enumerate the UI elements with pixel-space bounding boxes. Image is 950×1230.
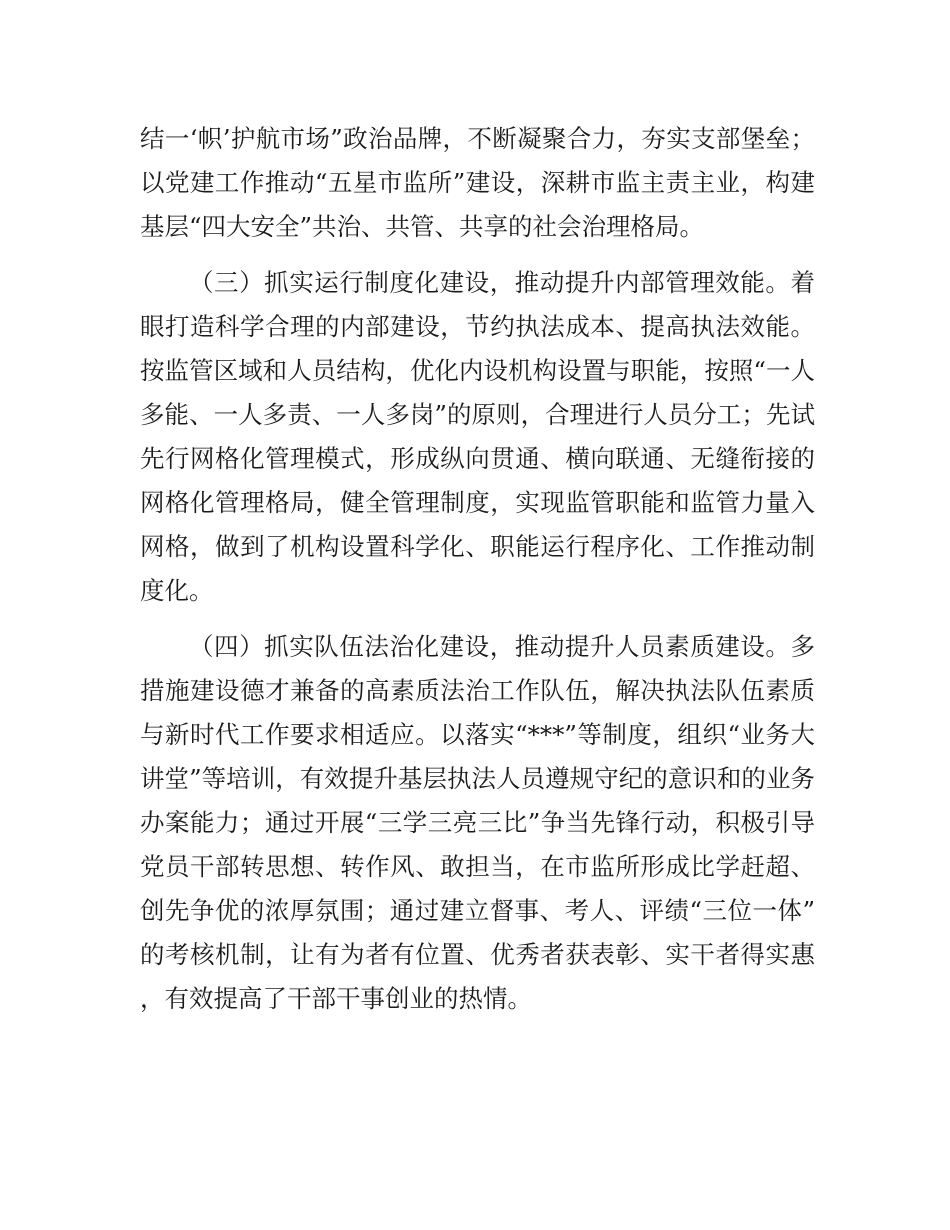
paragraph-section-four: （四）抓实队伍法治化建设，推动提升人员素质建设。多措施建设德才兼备的高素质法治工作队伍，解决执法队伍素质与新时代工作要求相适应。以落实“***”等制度，组织“业务大讲堂”等培训，有效提升基层执法人员遵规守纪的意识和的业务办案能力；通过开展“三学三亮三比”争当先锋行动，积极引导党员干部转思想、转作风、敢担当，在市监所形成比学赶超、创先争优的浓厚氛围；通过建立督事、考人、评绩“三位一体”的考核机制，让有为者有位置、优秀者获表彰、实干者得实惠，有效提高了干部干事创业的热情。 <box>140 632 815 1013</box>
paragraph-continuation: 结一‘帜’护航市场”政治品牌，不断凝聚合力，夯实支部堡垒；以党建工作推动“五星市监所”建设，深耕市监主责主业，构建基层“四大安全”共治、共管、共享的社会治理格局。 <box>140 124 815 241</box>
document-body <box>140 117 815 1033</box>
paragraph-section-three: （三）抓实运行制度化建设，推动提升内部管理效能。着眼打造科学合理的内部建设，节约执法成本、提高执法效能。按监管区域和人员结构，优化内设机构设置与职能，按照“一人多能、一人多责、一人多岗”的原则，合理进行人员分工；先试先行网格化管理模式，形成纵向贯通、横向联通、无缝衔接的网格化管理格局，健全管理制度，实现监管职能和监管力量入网格，做到了机构设置科学化、职能运行程序化、工作推动制度化。 <box>140 268 815 605</box>
